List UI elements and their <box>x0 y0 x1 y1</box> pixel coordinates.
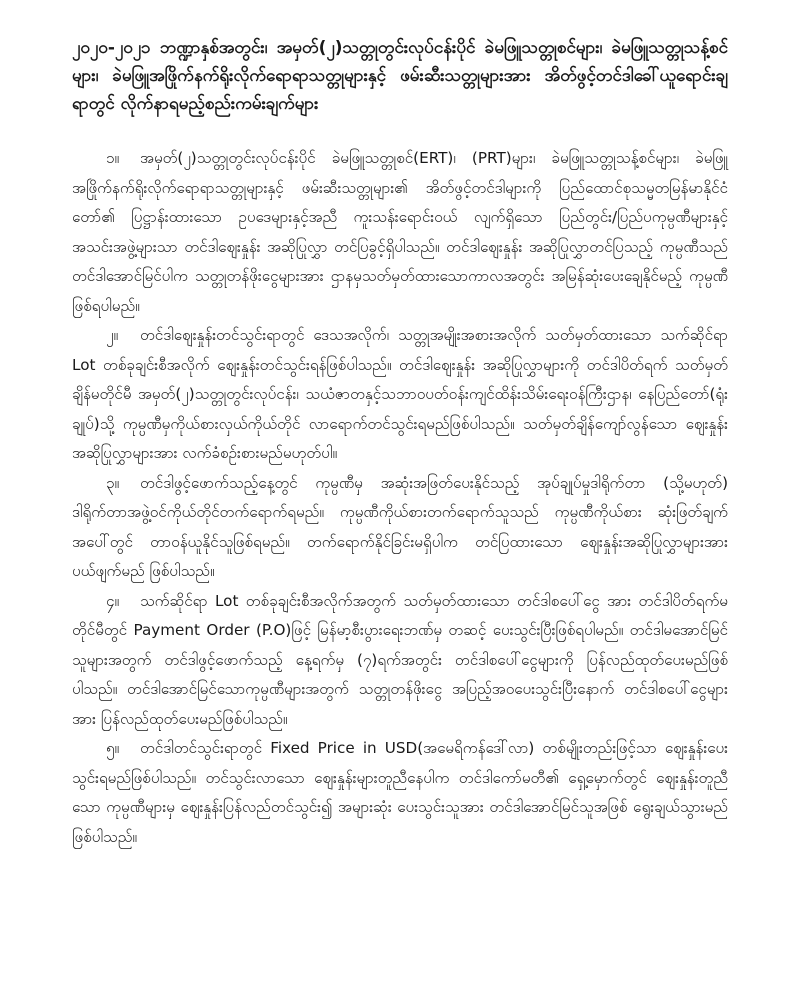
rule-text: အမှတ်(၂)သတ္တုတွင်းလုပ်ငန်းပိုင် ခဲမဖြူသတ္တုစင်(ERT)၊ (PRT)များ၊ ခဲမဖြူသတ္တုသန့်စင်များ၊ ခဲမဖြူအဖြိုက်နက်ရိုးလိုက်ရောရာသတ္တုများနှင့် ဖမ်းဆီးသတ္တုများ၏ အိတ်ဖွင့်တင်ဒါများကို ပြည်ထောင်စုသမ္မတမြန်မာနိုင်ငံတော်၏ ပြဋ္ဌာန်းထားသော ဥပဒေများနှင့်အညီ ကူးသန်းရောင်းဝယ် လျက်ရှိသော ပြည်တွင်း/ပြည်ပကုမ္ပဏီများနှင့် အသင်းအဖွဲ့များသာ တင်ဒါဈေးနှုန်း အဆိုပြုလွှာ တင်ပြခွင့်ရှိပါသည်။ တင်ဒါဈေးနှုန်း အဆိုပြုလွှာတင်ပြသည့် ကုမ္ပဏီသည် တင်ဒါအောင်မြင်ပါက သတ္တုတန်ဖိုးငွေများအား ဌာနမှသတ်မှတ်ထားသောကာလအတွင်း အမြန်ဆုံးပေးချေနိုင်မည့် ကုမ္ပဏီဖြစ်ရပါမည်။ <box>72 149 728 315</box>
document-title: ၂၀၂၀-၂၀၂၁ ဘဏ္ဍာနှစ်အတွင်း၊ အမှတ်(၂)သတ္တုတွင်းလုပ်ငန်းပိုင် ခဲမဖြူသတ္တုစင်များ၊ ခဲမဖြူသတ္တုသန့်စင်များ၊ ခဲမဖြူအဖြိုက်နက်ရိုးလိုက်ရောရာသတ္တုများနှင့် ဖမ်းဆီးသတ္တုများအား အိတ်ဖွင့်တင်ဒါခေါ်ယူရောင်းချရာတွင် လိုက်နာရမည့်စည်းကမ်းချက်များ <box>72 38 728 114</box>
rules-list <box>72 144 728 852</box>
rule-paragraph-3 <box>72 469 728 587</box>
rule-text: တင်ဒါဖွင့်ဖောက်သည့်နေ့တွင် ကုမ္ပဏီမှ အဆုံးအဖြတ်ပေးနိုင်သည့် အုပ်ချုပ်မှုဒါရိုက်တာ (သို့မဟုတ်) ဒါရိုက်တာအဖွဲ့ဝင်ကိုယ်တိုင်တက်ရောက်ရမည်။ ကုမ္ပဏီကိုယ်စားတက်ရောက်သူသည် ကုမ္ပဏီကိုယ်စား ဆုံးဖြတ်ချက်အပေါ်တွင် တာဝန်ယူနိုင်သူဖြစ်ရမည်။ တက်ရောက်နိုင်ခြင်းမရှိပါက တင်ပြထားသော ဈေးနှုန်းအဆိုပြုလွှာများအား ပယ်ဖျက်မည် ဖြစ်ပါသည်။ <box>72 473 728 580</box>
rule-number: ၅။ <box>106 739 120 757</box>
rule-paragraph-2 <box>72 321 728 469</box>
rule-paragraph-5 <box>72 734 728 852</box>
rule-number: ၃။ <box>106 473 120 492</box>
rule-text: တင်ဒါဈေးနှုန်းတင်သွင်းရာတွင် ဒေသအလိုက်၊ သတ္တုအမျိုးအစားအလိုက် သတ်မှတ်ထားသော သက်ဆိုင်ရာ Lot တစ်ခုချင်းစီအလိုက် ဈေးနှုန်းတင်သွင်းရန်ဖြစ်ပါသည်။ တင်ဒါဈေးနှုန်း အဆိုပြုလွှာများကို တင်ဒါပိတ်ရက် သတ်မှတ်ချိန်မတိုင်မီ အမှတ်(၂)သတ္တုတွင်းလုပ်ငန်း၊ သယံဇာတနှင့်သဘာဝပတ်ဝန်းကျင်ထိန်းသိမ်းရေးဝန်ကြီးဌာန၊ နေပြည်တော်(ရုံးချုပ်)သို့ ကုမ္ပဏီမှကိုယ်စားလှယ်ကိုယ်တိုင် လာရောက်တင်သွင်းရမည်ဖြစ်ပါသည်။ သတ်မှတ်ချိန်ကျော်လွန်သော ဈေးနှုန်းအဆိုပြုလွှာများအား လက်ခံစဉ်းစားမည်မဟုတ်ပါ။ <box>72 326 728 462</box>
rule-paragraph-4 <box>72 587 728 735</box>
rule-text: တင်ဒါတင်သွင်းရာတွင် Fixed Price in USD(အမေရိကန်ဒေါ်လာ) တစ်မျိုးတည်းဖြင့်သာ ဈေးနှုန်းပေးသွင်းရမည်ဖြစ်ပါသည်။ တင်သွင်းလာသော ဈေးနှုန်းများတူညီနေပါက တင်ဒါကော်မတီ၏ ရှေ့မှောက်တွင် ဈေးနှုန်းတူညီသော ကုမ္ပဏီများမှ ဈေးနှုန်းပြန်လည်တင်သွင်း၍ အများဆုံး ပေးသွင်းသူအား တင်ဒါအောင်မြင်သူအဖြစ် ရွေးချယ်သွားမည်ဖြစ်ပါသည်။ <box>72 739 728 846</box>
rule-paragraph-1 <box>72 144 728 321</box>
rule-number: ၂။ <box>106 326 119 344</box>
rule-number: ၁။ <box>106 149 120 167</box>
rule-number: ၄။ <box>106 591 120 610</box>
rule-text: သက်ဆိုင်ရာ Lot တစ်ခုချင်းစီအလိုက်အတွက် သတ်မှတ်ထားသော တင်ဒါစပေါ်ငွေ အား တင်ဒါပိတ်ရက်မတိုင်မီတွင် Payment Order (P.O)ဖြင့် မြန်မာ့စီးပွားရေးဘဏ်မှ တဆင့် ပေးသွင်းပြီးဖြစ်ရပါမည်။ တင်ဒါမအောင်မြင် သူများအတွက် တင်ဒါဖွင့်ဖောက်သည့် နေ့ရက်မှ (၇)ရက်အတွင်း တင်ဒါစပေါ်ငွေများကို ပြန်လည်ထုတ်ပေးမည်ဖြစ်ပါသည်။ တင်ဒါအောင်မြင်သောကုမ္ပဏီများအတွက် သတ္တုတန်ဖိုးငွေ အပြည့်အဝပေးသွင်းပြီးနောက် တင်ဒါစပေါ်ငွေများအား ပြန်လည်ထုတ်ပေးမည်ဖြစ်ပါသည်။ <box>72 591 728 728</box>
